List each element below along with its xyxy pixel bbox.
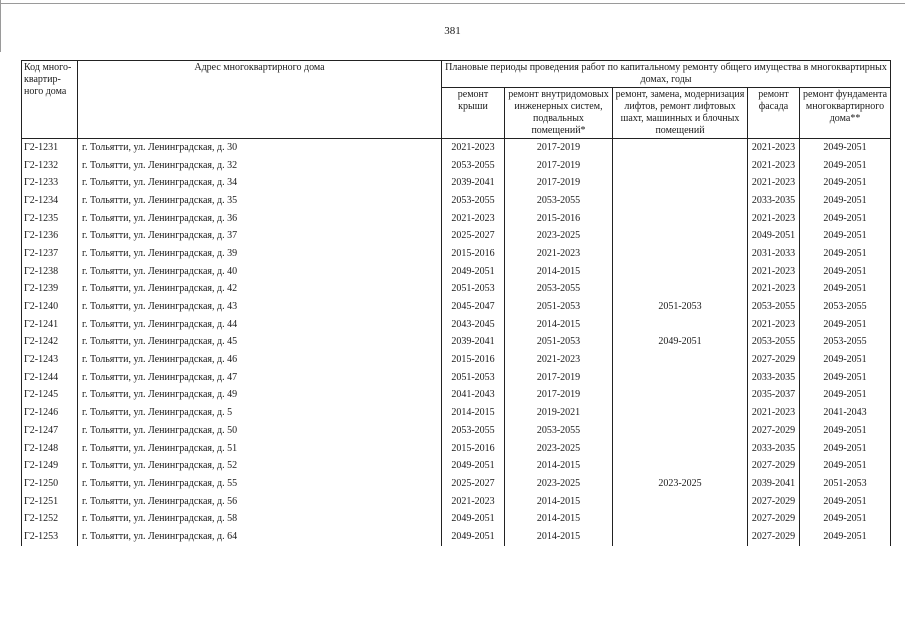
foundation-period-cell: 2049-2051	[800, 245, 891, 263]
elevator-period-cell	[613, 192, 748, 210]
address-cell: г. Тольятти, ул. Ленинградская, д. 30	[78, 139, 442, 157]
roof-period-cell: 2049-2051	[442, 457, 505, 475]
building-code-cell: Г2-1248	[22, 440, 78, 458]
foundation-period-cell: 2041-2043	[800, 404, 891, 422]
building-code-cell: Г2-1247	[22, 422, 78, 440]
roof-period-cell: 2049-2051	[442, 263, 505, 281]
foundation-period-cell: 2049-2051	[800, 157, 891, 175]
roof-period-cell: 2053-2055	[442, 192, 505, 210]
roof-period-cell: 2051-2053	[442, 369, 505, 387]
foundation-period-cell: 2049-2051	[800, 263, 891, 281]
building-code-cell: Г2-1252	[22, 510, 78, 528]
table-row	[22, 387, 891, 405]
address-cell: г. Тольятти, ул. Ленинградская, д. 43	[78, 298, 442, 316]
table-row	[22, 298, 891, 316]
elevator-period-cell	[613, 245, 748, 263]
facade-period-cell: 2027-2029	[748, 351, 800, 369]
engineering-period-cell: 2021-2023	[505, 245, 613, 263]
address-cell: г. Тольятти, ул. Ленинградская, д. 39	[78, 245, 442, 263]
elevator-period-cell	[613, 369, 748, 387]
foundation-period-cell: 2049-2051	[800, 139, 891, 157]
roof-period-cell: 2014-2015	[442, 404, 505, 422]
elevator-period-cell	[613, 510, 748, 528]
facade-period-cell: 2049-2051	[748, 227, 800, 245]
engineering-period-cell: 2053-2055	[505, 422, 613, 440]
table-row	[22, 334, 891, 352]
roof-period-cell: 2053-2055	[442, 422, 505, 440]
foundation-period-cell: 2049-2051	[800, 316, 891, 334]
foundation-period-cell: 2049-2051	[800, 493, 891, 511]
roof-period-cell: 2039-2041	[442, 174, 505, 192]
engineering-period-cell: 2017-2019	[505, 387, 613, 405]
roof-period-cell: 2041-2043	[442, 387, 505, 405]
address-cell: г. Тольятти, ул. Ленинградская, д. 32	[78, 157, 442, 175]
address-cell: г. Тольятти, ул. Ленинградская, д. 42	[78, 281, 442, 299]
elevator-period-cell	[613, 351, 748, 369]
table-row	[22, 422, 891, 440]
foundation-period-cell: 2049-2051	[800, 387, 891, 405]
roof-period-cell: 2021-2023	[442, 139, 505, 157]
roof-period-cell: 2021-2023	[442, 210, 505, 228]
building-code-cell: Г2-1236	[22, 227, 78, 245]
address-cell: г. Тольятти, ул. Ленинградская, д. 36	[78, 210, 442, 228]
engineering-period-cell: 2017-2019	[505, 157, 613, 175]
table-row	[22, 174, 891, 192]
engineering-period-cell: 2017-2019	[505, 369, 613, 387]
facade-period-cell: 2021-2023	[748, 281, 800, 299]
address-cell: г. Тольятти, ул. Ленинградская, д. 56	[78, 493, 442, 511]
foundation-period-cell: 2049-2051	[800, 422, 891, 440]
foundation-period-cell: 2049-2051	[800, 528, 891, 546]
facade-period-cell: 2021-2023	[748, 404, 800, 422]
table-row	[22, 528, 891, 546]
roof-period-cell: 2053-2055	[442, 157, 505, 175]
facade-period-cell: 2021-2023	[748, 263, 800, 281]
foundation-period-cell: 2053-2055	[800, 334, 891, 352]
building-code-cell: Г2-1242	[22, 334, 78, 352]
table-row	[22, 281, 891, 299]
table-row	[22, 351, 891, 369]
facade-period-cell: 2039-2041	[748, 475, 800, 493]
address-cell: г. Тольятти, ул. Ленинградская, д. 40	[78, 263, 442, 281]
building-code-cell: Г2-1235	[22, 210, 78, 228]
building-code-cell: Г2-1249	[22, 457, 78, 475]
facade-period-cell: 2035-2037	[748, 387, 800, 405]
engineering-period-cell: 2023-2025	[505, 440, 613, 458]
engineering-period-cell: 2014-2015	[505, 528, 613, 546]
header-periods-group: Плановые периоды проведения работ по капитальному ремонту общего имущества в многоквартирных домах, годы	[442, 61, 891, 88]
capital-repair-table	[21, 60, 891, 546]
foundation-period-cell: 2049-2051	[800, 210, 891, 228]
elevator-period-cell	[613, 528, 748, 546]
engineering-period-cell: 2015-2016	[505, 210, 613, 228]
table-row	[22, 475, 891, 493]
building-code-cell: Г2-1246	[22, 404, 78, 422]
elevator-period-cell: 2049-2051	[613, 334, 748, 352]
engineering-period-cell: 2051-2053	[505, 334, 613, 352]
header-engineering-repair: ремонт внутридомовых инженерных систем, подвальных помещений*	[505, 88, 613, 139]
address-cell: г. Тольятти, ул. Ленинградская, д. 64	[78, 528, 442, 546]
engineering-period-cell: 2014-2015	[505, 493, 613, 511]
roof-period-cell: 2025-2027	[442, 475, 505, 493]
engineering-period-cell: 2014-2015	[505, 457, 613, 475]
elevator-period-cell	[613, 281, 748, 299]
elevator-period-cell	[613, 210, 748, 228]
header-code: Код много-квартир-ного дома	[22, 61, 78, 139]
elevator-period-cell	[613, 227, 748, 245]
elevator-period-cell	[613, 457, 748, 475]
table-row	[22, 157, 891, 175]
elevator-period-cell	[613, 174, 748, 192]
elevator-period-cell	[613, 493, 748, 511]
foundation-period-cell: 2049-2051	[800, 457, 891, 475]
engineering-period-cell: 2014-2015	[505, 316, 613, 334]
engineering-period-cell: 2017-2019	[505, 139, 613, 157]
address-cell: г. Тольятти, ул. Ленинградская, д. 47	[78, 369, 442, 387]
roof-period-cell: 2049-2051	[442, 510, 505, 528]
building-code-cell: Г2-1251	[22, 493, 78, 511]
engineering-period-cell: 2023-2025	[505, 227, 613, 245]
header-facade-repair: ремонт фасада	[748, 88, 800, 139]
elevator-period-cell	[613, 157, 748, 175]
address-cell: г. Тольятти, ул. Ленинградская, д. 37	[78, 227, 442, 245]
address-cell: г. Тольятти, ул. Ленинградская, д. 51	[78, 440, 442, 458]
address-cell: г. Тольятти, ул. Ленинградская, д. 50	[78, 422, 442, 440]
foundation-period-cell: 2049-2051	[800, 510, 891, 528]
foundation-period-cell: 2053-2055	[800, 298, 891, 316]
engineering-period-cell: 2017-2019	[505, 174, 613, 192]
address-cell: г. Тольятти, ул. Ленинградская, д. 35	[78, 192, 442, 210]
building-code-cell: Г2-1253	[22, 528, 78, 546]
engineering-period-cell: 2053-2055	[505, 281, 613, 299]
header-elevator-repair: ремонт, замена, модернизация лифтов, ремонт лифтовых шахт, машинных и блочных помещений	[613, 88, 748, 139]
address-cell: г. Тольятти, ул. Ленинградская, д. 34	[78, 174, 442, 192]
header-address: Адрес многоквартирного дома	[78, 61, 442, 139]
table-body	[22, 139, 891, 546]
elevator-period-cell	[613, 263, 748, 281]
scan-edge-top	[0, 3, 905, 4]
engineering-period-cell: 2053-2055	[505, 192, 613, 210]
address-cell: г. Тольятти, ул. Ленинградская, д. 58	[78, 510, 442, 528]
facade-period-cell: 2027-2029	[748, 493, 800, 511]
facade-period-cell: 2027-2029	[748, 528, 800, 546]
facade-period-cell: 2033-2035	[748, 440, 800, 458]
address-cell: г. Тольятти, ул. Ленинградская, д. 52	[78, 457, 442, 475]
table-row	[22, 192, 891, 210]
elevator-period-cell	[613, 404, 748, 422]
roof-period-cell: 2043-2045	[442, 316, 505, 334]
table-row	[22, 457, 891, 475]
table-row	[22, 493, 891, 511]
engineering-period-cell: 2021-2023	[505, 351, 613, 369]
table-row	[22, 316, 891, 334]
foundation-period-cell: 2049-2051	[800, 227, 891, 245]
foundation-period-cell: 2051-2053	[800, 475, 891, 493]
building-code-cell: Г2-1239	[22, 281, 78, 299]
address-cell: г. Тольятти, ул. Ленинградская, д. 45	[78, 334, 442, 352]
building-code-cell: Г2-1237	[22, 245, 78, 263]
table-row	[22, 369, 891, 387]
foundation-period-cell: 2049-2051	[800, 192, 891, 210]
elevator-period-cell: 2023-2025	[613, 475, 748, 493]
elevator-period-cell	[613, 387, 748, 405]
facade-period-cell: 2053-2055	[748, 334, 800, 352]
roof-period-cell: 2045-2047	[442, 298, 505, 316]
building-code-cell: Г2-1238	[22, 263, 78, 281]
roof-period-cell: 2049-2051	[442, 528, 505, 546]
foundation-period-cell: 2049-2051	[800, 369, 891, 387]
engineering-period-cell: 2014-2015	[505, 510, 613, 528]
facade-period-cell: 2053-2055	[748, 298, 800, 316]
building-code-cell: Г2-1234	[22, 192, 78, 210]
engineering-period-cell: 2023-2025	[505, 475, 613, 493]
table-row	[22, 440, 891, 458]
facade-period-cell: 2031-2033	[748, 245, 800, 263]
building-code-cell: Г2-1243	[22, 351, 78, 369]
foundation-period-cell: 2049-2051	[800, 281, 891, 299]
engineering-period-cell: 2051-2053	[505, 298, 613, 316]
facade-period-cell: 2021-2023	[748, 316, 800, 334]
building-code-cell: Г2-1231	[22, 139, 78, 157]
address-cell: г. Тольятти, ул. Ленинградская, д. 5	[78, 404, 442, 422]
facade-period-cell: 2033-2035	[748, 192, 800, 210]
engineering-period-cell: 2019-2021	[505, 404, 613, 422]
building-code-cell: Г2-1232	[22, 157, 78, 175]
facade-period-cell: 2021-2023	[748, 139, 800, 157]
table-row	[22, 245, 891, 263]
table-row	[22, 210, 891, 228]
roof-period-cell: 2025-2027	[442, 227, 505, 245]
table-row	[22, 404, 891, 422]
header-foundation-repair: ремонт фундамента многоквартирного дома**	[800, 88, 891, 139]
elevator-period-cell	[613, 440, 748, 458]
building-code-cell: Г2-1240	[22, 298, 78, 316]
elevator-period-cell	[613, 316, 748, 334]
address-cell: г. Тольятти, ул. Ленинградская, д. 44	[78, 316, 442, 334]
building-code-cell: Г2-1233	[22, 174, 78, 192]
table-row	[22, 227, 891, 245]
building-code-cell: Г2-1245	[22, 387, 78, 405]
table-row	[22, 510, 891, 528]
header-roof-repair: ремонт крыши	[442, 88, 505, 139]
building-code-cell: Г2-1241	[22, 316, 78, 334]
table-row	[22, 263, 891, 281]
roof-period-cell: 2051-2053	[442, 281, 505, 299]
foundation-period-cell: 2049-2051	[800, 174, 891, 192]
facade-period-cell: 2027-2029	[748, 422, 800, 440]
building-code-cell: Г2-1250	[22, 475, 78, 493]
elevator-period-cell	[613, 422, 748, 440]
address-cell: г. Тольятти, ул. Ленинградская, д. 46	[78, 351, 442, 369]
roof-period-cell: 2039-2041	[442, 334, 505, 352]
engineering-period-cell: 2014-2015	[505, 263, 613, 281]
elevator-period-cell	[613, 139, 748, 157]
roof-period-cell: 2021-2023	[442, 493, 505, 511]
facade-period-cell: 2027-2029	[748, 457, 800, 475]
address-cell: г. Тольятти, ул. Ленинградская, д. 49	[78, 387, 442, 405]
foundation-period-cell: 2049-2051	[800, 351, 891, 369]
roof-period-cell: 2015-2016	[442, 351, 505, 369]
address-cell: г. Тольятти, ул. Ленинградская, д. 55	[78, 475, 442, 493]
table-row	[22, 139, 891, 157]
facade-period-cell: 2021-2023	[748, 157, 800, 175]
foundation-period-cell: 2049-2051	[800, 440, 891, 458]
roof-period-cell: 2015-2016	[442, 245, 505, 263]
building-code-cell: Г2-1244	[22, 369, 78, 387]
elevator-period-cell: 2051-2053	[613, 298, 748, 316]
facade-period-cell: 2033-2035	[748, 369, 800, 387]
roof-period-cell: 2015-2016	[442, 440, 505, 458]
facade-period-cell: 2021-2023	[748, 210, 800, 228]
page-number: 381	[444, 25, 461, 37]
facade-period-cell: 2027-2029	[748, 510, 800, 528]
facade-period-cell: 2021-2023	[748, 174, 800, 192]
